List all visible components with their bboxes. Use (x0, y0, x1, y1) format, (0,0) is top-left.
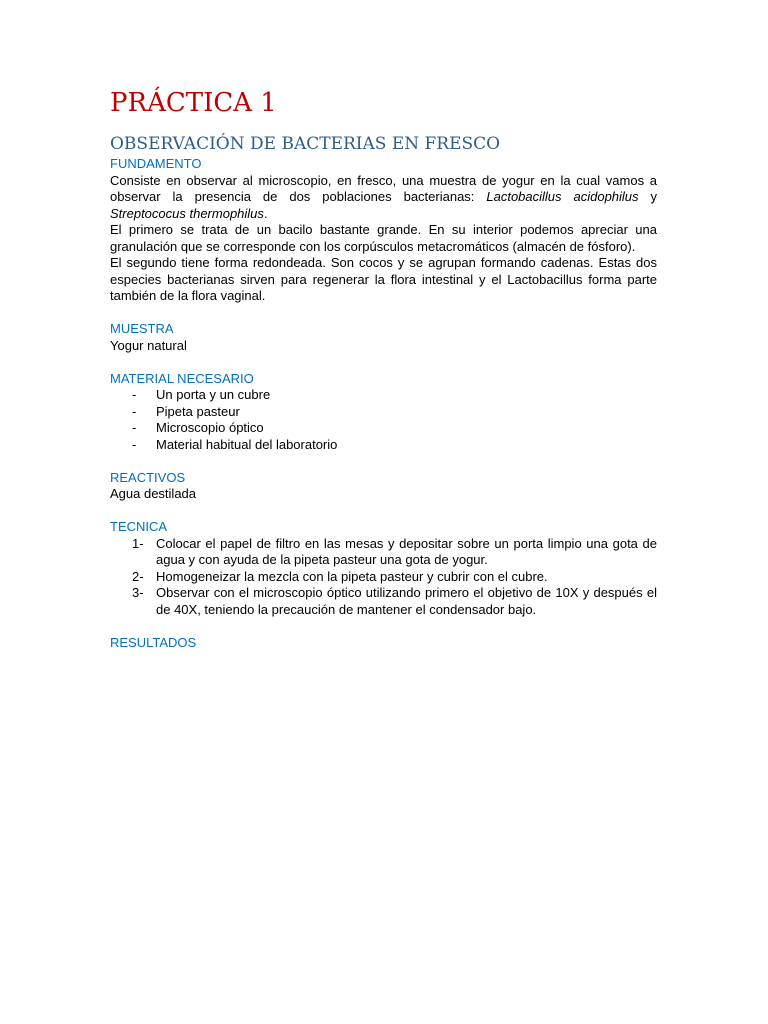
material-list (110, 387, 657, 453)
fundamento-paragraph-1 (110, 173, 657, 223)
list-marker: - (132, 420, 137, 435)
list-item-text: Microscopio óptico (156, 420, 264, 435)
species-name-lactobacillus: Lactobacillus acidophilus (486, 189, 639, 204)
step-text: Homogeneizar la mezcla con la pipeta pasteur y cubrir con el cubre. (156, 568, 548, 584)
step-text: Colocar el papel de filtro en las mesas y depositar sobre un porta limpio una gota de agua y con ayuda de la pipeta pasteur una gota de yogur. (156, 535, 657, 567)
list-item (110, 420, 657, 437)
fundamento-paragraph-3: El segundo tiene forma redondeada. Son cocos y se agrupan formando cadenas. Estas dos especies bacterianas sirven para regenerar la flora intestinal y el Lactobacillus forma parte también de la flora vaginal. (110, 255, 657, 303)
list-item (110, 387, 657, 404)
list-item-text: Material habitual del laboratorio (156, 436, 338, 452)
tecnica-steps-list (110, 536, 657, 619)
step-number: 1- (132, 535, 144, 551)
step-number: 2- (132, 568, 144, 584)
list-item-text: Un porta y un cubre (156, 387, 271, 402)
list-marker: - (132, 403, 137, 419)
section-heading-material: MATERIAL NECESARIO (110, 370, 254, 386)
list-item (110, 437, 657, 454)
list-item (110, 404, 657, 421)
section-heading-reactivos: REACTIVOS (110, 469, 186, 485)
step-text: Observar con el microscopio óptico utilizando primero el objetivo de 10X y después el de 40X, teniendo la precaución de mantener el condensador bajo. (156, 585, 657, 617)
list-marker: - (132, 387, 137, 402)
section-heading-fundamento: FUNDAMENTO (110, 156, 202, 171)
list-item-text: Pipeta pasteur (156, 403, 240, 419)
page-subtitle: OBSERVACIÓN DE BACTERIAS EN FRESCO (110, 134, 501, 154)
document-page (110, 84, 657, 651)
list-item (110, 569, 657, 586)
reactivos-text: Agua destilada (110, 486, 197, 501)
species-name-streptococus: Streptococus thermophilus (110, 205, 264, 221)
list-marker: - (132, 436, 137, 452)
step-number: 3- (132, 585, 144, 600)
section-heading-muestra: MUESTRA (110, 321, 174, 336)
list-item (110, 536, 657, 569)
fundamento-p1-text-a: Consiste en observar al microscopio, en fresco, una muestra de yogur en la cual vamos a observar la presencia de dos poblaciones bacterianas: (110, 172, 657, 204)
list-item (110, 585, 657, 618)
fundamento-p1-text-c: . (263, 205, 268, 221)
section-heading-tecnica: TECNICA (110, 519, 168, 534)
fundamento-p1-text-b: y (638, 189, 657, 204)
section-heading-resultados: RESULTADOS (110, 634, 197, 650)
muestra-text: Yogur natural (110, 337, 187, 353)
fundamento-paragraph-2: El primero se trata de un bacilo bastante grande. En su interior podemos apreciar una granulación que se corresponde con los corpúsculos metacromáticos (almacén de fósforo). (110, 222, 657, 254)
page-title: PRÁCTICA 1 (110, 88, 277, 118)
